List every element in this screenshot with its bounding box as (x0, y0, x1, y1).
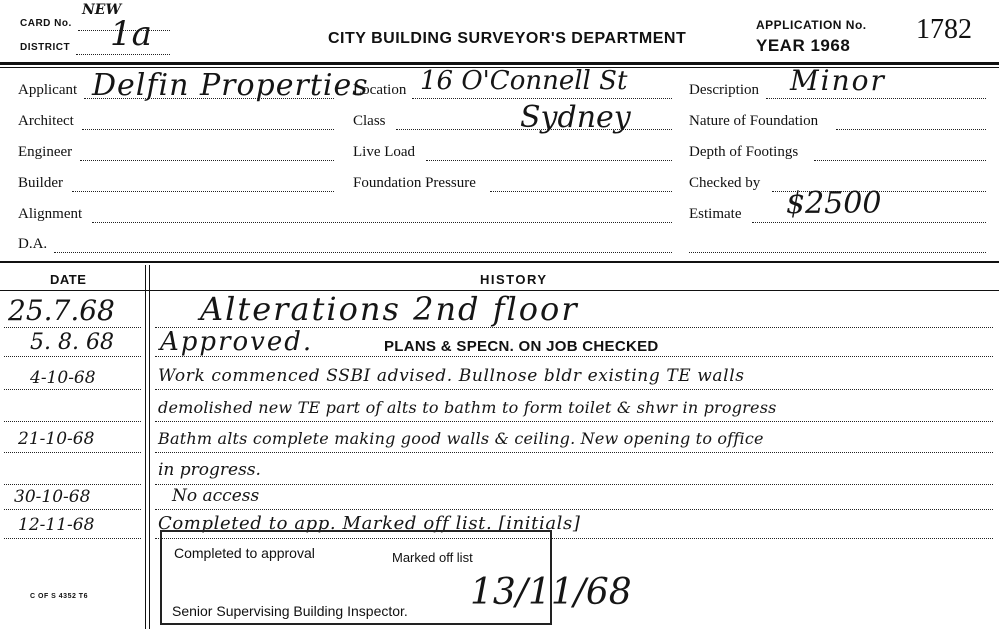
date-column-separator (145, 265, 146, 629)
department-title: CITY BUILDING SURVEYOR'S DEPARTMENT (328, 30, 687, 47)
date-column-header: DATE (50, 272, 87, 287)
history-entry: in progress. (158, 460, 261, 480)
da-label: D.A. (18, 236, 48, 252)
application-number: 1782 (916, 14, 972, 45)
district-label: DISTRICT (20, 42, 71, 53)
estimate-label: Estimate (689, 206, 742, 222)
history-date: 30-10-68 (14, 487, 91, 507)
location-value-street: 16 O'Connell St (420, 66, 628, 96)
description-value: Minor (790, 64, 886, 97)
history-entry: Alterations 2nd floor (200, 290, 579, 328)
inspector-signature-date: 13/11/68 (470, 572, 632, 613)
history-date: 25.7.68 (8, 294, 115, 327)
history-entry: No access (172, 486, 260, 506)
live-load-label: Live Load (353, 144, 416, 160)
form-code: C OF S 4352 T6 (30, 593, 88, 600)
checked-by-label: Checked by (689, 175, 761, 191)
depth-of-footings-label: Depth of Footings (689, 144, 799, 160)
stamp-inspector-text: Senior Supervising Building Inspector. (172, 603, 408, 619)
applicant-value: Delfin Properties (92, 68, 369, 103)
applicant-label: Applicant (18, 82, 78, 98)
history-date: 5. 8. 68 (30, 330, 114, 355)
approved-stamp: PLANS & SPECN. ON JOB CHECKED (384, 338, 659, 355)
card-no-label: CARD No. (20, 18, 72, 29)
nature-of-foundation-label: Nature of Foundation (689, 113, 819, 129)
card-no-value: 1a (110, 14, 152, 54)
history-date: 12-11-68 (18, 515, 95, 535)
estimate-value: $2500 (786, 186, 882, 221)
application-no-label: APPLICATION No. (756, 18, 867, 32)
card-no-new: NEW (82, 2, 122, 18)
engineer-label: Engineer (18, 144, 73, 160)
description-label: Description (689, 82, 759, 98)
stamp-completed-text: Completed to approval (174, 545, 315, 561)
history-entry: Bathm alts complete making good walls & ceiling. New opening to office (158, 429, 764, 448)
history-entry: Approved. (160, 327, 314, 357)
history-date: 4-10-68 (30, 368, 96, 388)
foundation-pressure-label: Foundation Pressure (353, 175, 476, 191)
stamp-marked-text: Marked off list (392, 550, 473, 565)
class-label: Class (353, 113, 386, 129)
history-entry: Completed to app. Marked off list. [initials] (158, 513, 581, 534)
architect-label: Architect (18, 113, 74, 129)
location-label: Location (353, 82, 407, 98)
history-entry: Work commenced SSBI advised. Bullnose bldr existing TE walls (158, 366, 745, 386)
builder-label: Builder (18, 175, 63, 191)
location-value-city: Sydney (520, 100, 631, 135)
history-entry: demolished new TE part of alts to bathm to form toilet & shwr in progress (158, 398, 777, 417)
history-divider (0, 261, 999, 263)
alignment-label: Alignment (18, 206, 83, 222)
year-label: YEAR 1968 (756, 36, 851, 55)
history-column-header: HISTORY (480, 272, 548, 287)
history-date: 21-10-68 (18, 429, 95, 449)
